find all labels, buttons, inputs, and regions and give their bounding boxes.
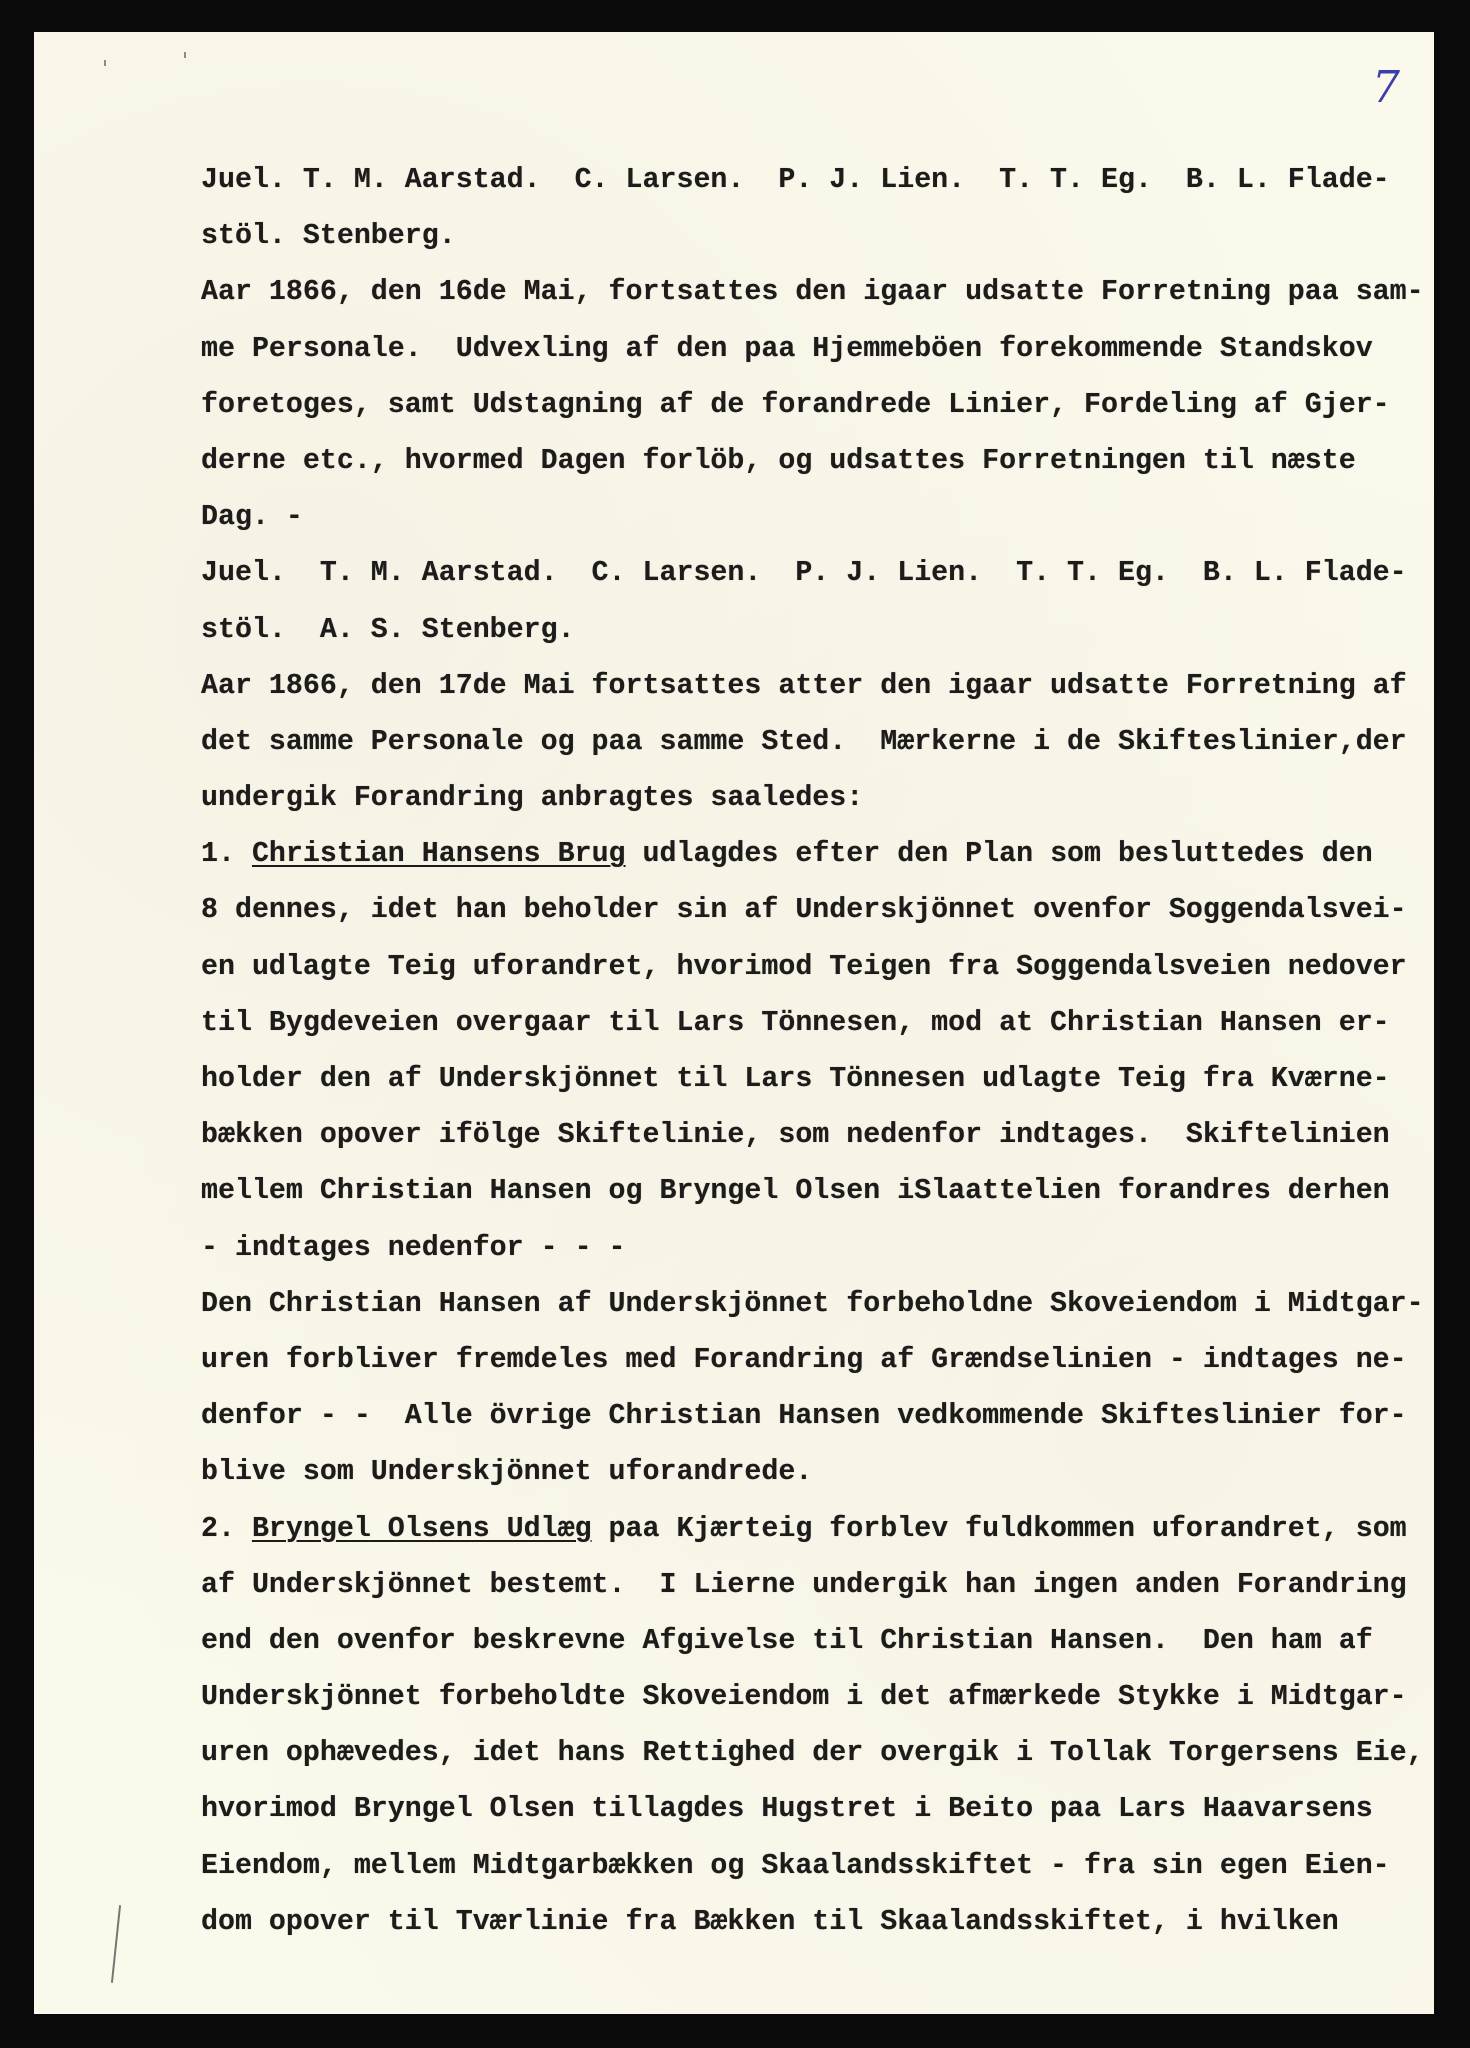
line-rest: paa Kjærteig forblev fuldkommen uforandret, som — [591, 1512, 1407, 1545]
text-line: - indtages nedenfor - - - — [201, 1231, 626, 1264]
item-number: 2. — [201, 1512, 252, 1545]
text-line: Eiendom, mellem Midtgarbækken og Skaalandsskiftet - fra sin egen Eien- — [201, 1849, 1390, 1882]
text-line: til Bygdeveien overgaar til Lars Tönnesen, mod at Christian Hansen er- — [201, 1006, 1390, 1039]
underlined-heading: Christian Hansens Brug — [251, 838, 626, 871]
text-line: foretoges, samt Udstagning af de forandrede Linier, Fordeling af Gjer- — [201, 388, 1390, 421]
page-number: 7 — [1372, 62, 1400, 113]
text-line: Den Christian Hansen af Underskjönnet forbeholdne Skoveiendom i Midtgar- — [201, 1287, 1424, 1320]
document-page — [34, 32, 1434, 2014]
underlined-heading: Bryngel Olsens Udlæg — [251, 1512, 592, 1545]
text-line: Juel. T. M. Aarstad. C. Larsen. P. J. Lien. T. T. Eg. B. L. Flade- — [201, 557, 1407, 590]
text-line: det samme Personale og paa samme Sted. Mærkerne i de Skifteslinier,der — [201, 725, 1407, 758]
text-line: dom opover til Tværlinie fra Bækken til Skaalandsskiftet, i hvilken — [201, 1905, 1339, 1938]
text-line-item-1 — [201, 826, 1441, 882]
paper-speck — [104, 60, 106, 66]
text-line: stöl. A. S. Stenberg. — [201, 613, 575, 646]
text-line: hvorimod Bryngel Olsen tillagdes Hugstret i Beito paa Lars Haavarsens — [201, 1793, 1373, 1826]
text-line: blive som Underskjönnet uforandrede. — [201, 1456, 813, 1489]
text-line: Aar 1866, den 16de Mai, fortsattes den igaar udsatte Forretning paa sam- — [201, 276, 1424, 309]
paper-speck — [184, 52, 186, 58]
text-line: mellem Christian Hansen og Bryngel Olsen iSlaattelien forandres derhen — [201, 1175, 1390, 1208]
text-line: denfor - - Alle övrige Christian Hansen vedkommende Skifteslinier for- — [201, 1400, 1407, 1433]
text-line: me Personale. Udvexling af den paa Hjemmeböen forekommende Standskov — [201, 332, 1373, 365]
text-line: end den ovenfor beskrevne Afgivelse til Christian Hansen. Den ham af — [201, 1624, 1373, 1657]
text-line: en udlagte Teig uforandret, hvorimod Teigen fra Soggendalsveien nedover — [201, 950, 1407, 983]
typewritten-text — [201, 152, 1441, 1950]
line-rest: udlagdes efter den Plan som besluttedes den — [625, 838, 1373, 871]
text-line: Juel. T. M. Aarstad. C. Larsen. P. J. Lien. T. T. Eg. B. L. Flade- — [201, 164, 1390, 196]
text-line: stöl. Stenberg. — [201, 220, 456, 253]
text-line: holder den af Underskjönnet til Lars Tönnesen udlagte Teig fra Kværne- — [201, 1063, 1390, 1095]
text-line: 8 dennes, idet han beholder sin af Underskjönnet ovenfor Soggendalsvei- — [201, 894, 1407, 927]
text-line: undergik Forandring anbragtes saaledes: — [201, 782, 864, 815]
item-number: 1. — [201, 838, 252, 871]
text-line: Dag. - — [201, 501, 303, 534]
text-line: af Underskjönnet bestemt. I Lierne undergik han ingen anden Forandring — [201, 1568, 1407, 1601]
text-line-item-2 — [201, 1501, 1441, 1557]
text-line: uren ophævedes, idet hans Rettighed der overgik i Tollak Torgersens Eie, — [201, 1737, 1424, 1770]
text-line: bækken opover ifölge Skiftelinie, som nedenfor indtages. Skiftelinien — [201, 1119, 1390, 1152]
text-line: uren forbliver fremdeles med Forandring af Grændselinien - indtages ne- — [201, 1343, 1407, 1376]
text-line: derne etc., hvormed Dagen forlöb, og udsattes Forretningen til næste — [201, 444, 1356, 477]
text-line: Underskjönnet forbeholdte Skoveiendom i det afmærkede Stykke i Midtgar- — [201, 1681, 1407, 1714]
text-line: Aar 1866, den 17de Mai fortsattes atter den igaar udsatte Forretning af — [201, 669, 1407, 702]
